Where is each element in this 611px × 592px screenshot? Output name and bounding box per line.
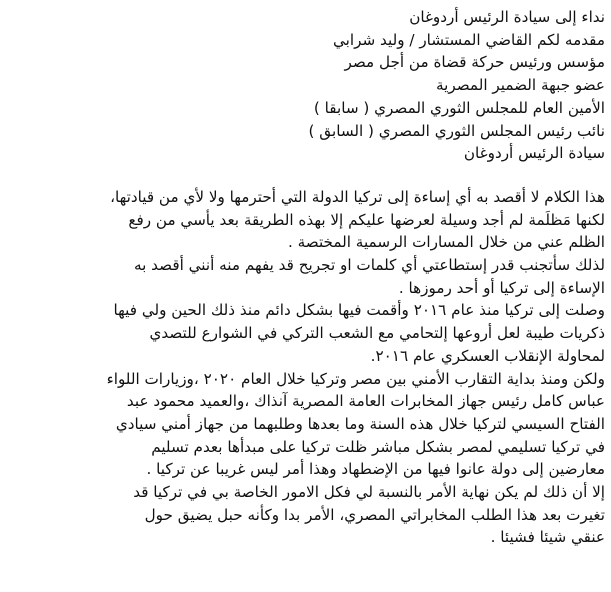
letter-header: [4, 6, 605, 165]
header-salutation-line: سيادة الرئيس أردوغان: [463, 144, 605, 163]
header-secretary-line: الأمين العام للمجلس الثوري المصري ( سابقا ): [313, 98, 605, 117]
body-line: الظلم عني من خلال المسارات الرسمية المختصة .: [288, 233, 605, 252]
body-line: ذكريات طيبة لعل أروعها إلتحامي مع الشعب التركي في الشوارع للتصدي: [149, 324, 605, 343]
header-member-line: عضو جبهة الضمير المصرية: [436, 76, 605, 95]
body-line: هذا الكلام لا أقصد به أي إساءة إلى تركيا الدولة التي أحترمها ولا لأي من قيادتها،: [110, 187, 605, 206]
header-founder-line: مؤسس ورئيس حركة قضاة من أجل مصر: [344, 53, 605, 72]
body-line: عباس كامل رئيس جهاز المخابرات العامة المصرية آنذاك ،والعميد محمود عبد: [126, 392, 605, 411]
letter-body: [4, 186, 605, 549]
body-line: لذلك سأتجنب قدر إستطاعتي أي كلمات او تجريح قد يفهم منه أنني أقصد به: [133, 256, 605, 275]
body-line: الفتاح السيسي لتركيا خلال هذه السنة وما بعدها وطلبهما من جهاز أمني سيادي: [115, 414, 605, 433]
body-line: لمحاولة الإنقلاب العسكري عام ٢٠١٦.: [370, 346, 605, 365]
body-line: وصلت إلى تركيا منذ عام ٢٠١٦ وأقمت فيها بشكل دائم منذ ذلك الحين ولي فيها: [113, 301, 605, 320]
body-line: معارضين إلى دولة عانوا فيها من الإضطهاد وهذا أمر ليس غريبا عن تركيا .: [146, 460, 605, 479]
paragraph-gap: [4, 165, 605, 186]
header-vice-president-line: نائب رئيس المجلس الثوري المصري ( السابق ): [308, 121, 605, 140]
body-line: عنقي شيئا فشيئا .: [490, 528, 605, 547]
body-line: ولكن ومنذ بداية التقارب الأمني بين مصر وتركيا خلال العام ٢٠٢٠ ،وزيارات اللواء: [106, 369, 605, 388]
body-line: الإساءة إلى تركيا أو أحد رموزها .: [398, 278, 605, 297]
header-author-line: مقدمه لكم القاضي المستشار / وليد شرابي: [333, 30, 605, 49]
body-line: إلا أن ذلك لم يكن نهاية الأمر بالنسبة لي فكل الامور الخاصة بي في تركيا قد: [133, 483, 605, 502]
body-line: في تركيا تسليمي لمصر بشكل مباشر ظلت تركيا على مبدأها بعدم تسليم: [151, 437, 605, 456]
body-line: تغيرت بعد هذا الطلب المخابراتي المصري، الأمر بدا وكأنه حبل يضيق حول: [144, 505, 605, 524]
header-title-line: نداء إلى سيادة الرئيس أردوغان: [409, 8, 605, 26]
body-line: لكنها مَظلَمة لم أجد وسيلة لعرضها عليكم إلا بهذه الطريقة بعد يأسي من رفع: [128, 210, 605, 229]
